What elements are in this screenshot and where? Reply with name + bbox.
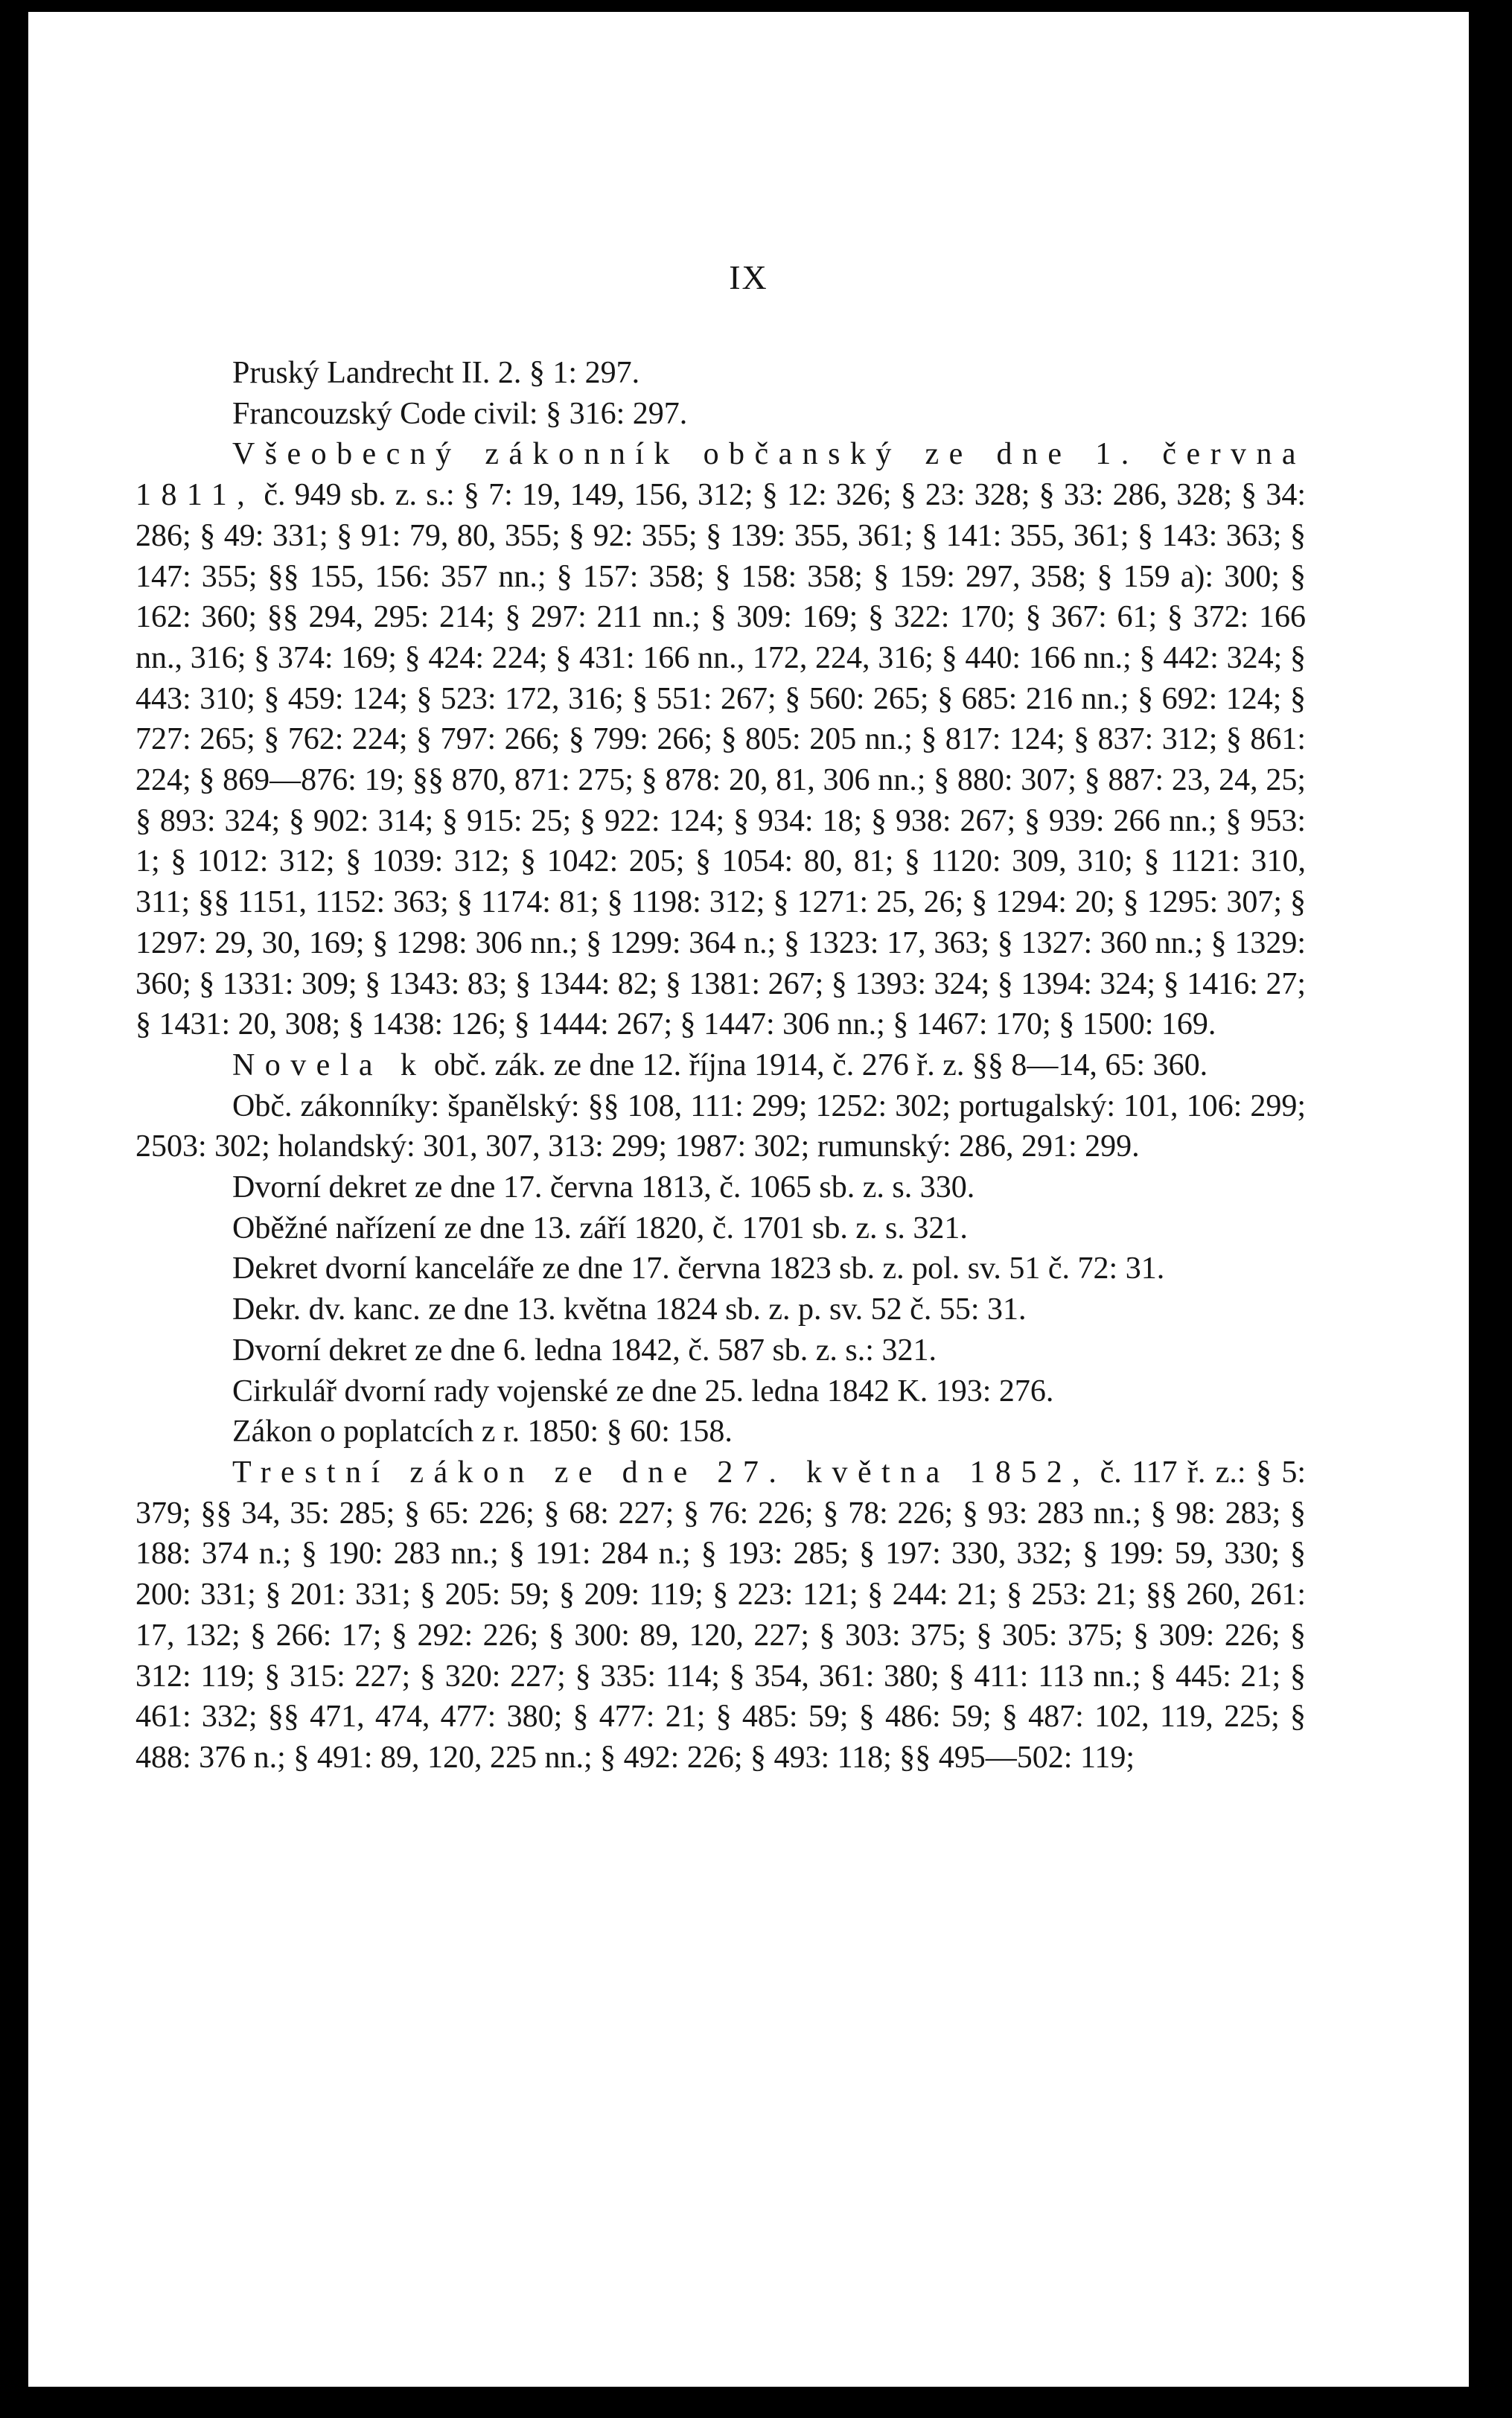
entry-label: Zákon o poplatcích z r. 1850: § 60: 158. [232, 1414, 733, 1449]
entry-label: Obč. zákonníky: španělský: §§ 108, 111: 299; 1252: 302; portugalský: 101, 106: 299; 2503: 302; holandský: 301, 307, 313: 299; 1987: 302; rumunský: 286, 291: 299. [135, 1088, 1306, 1164]
index-entry [135, 1452, 1306, 1779]
entry-label: Dvorní dekret ze dne 6. ledna 1842, č. 587 sb. z. s.: 321. [232, 1333, 937, 1368]
index-entry [135, 1330, 1306, 1371]
index-entry [135, 434, 1306, 1045]
index-entry [135, 1208, 1306, 1249]
index-entry [135, 1045, 1306, 1086]
index-page [28, 12, 1469, 2387]
entry-label: Cirkulář dvorní rady vojenské ze dne 25. ledna 1842 K. 193: 276. [232, 1374, 1054, 1409]
entry-references: č. 949 sb. z. s.: § 7: 19, 149, 156, 312; § 12: 326; § 23: 328; § 33: 286, 328; § 34: 286; § 49: 331; § 91: 79, 80, 355; § 92: 355; § 139: 355, 361; § 141: 355, 361; § 143: 363; § 147: 355; §§ 155, 156: 357 nn.; § 157: 358; § 158: 358; § 159: 297, 358; § 159 a): 300; § 162: 360; §§ 294, 295: 214; § 297: 211 nn.; § 309: 169; § 322: 170; § 367: 61; § 372: 166 nn., 316; § 374: 169; § 424: 224; § 431: 166 nn., 172, 224, 316; § 440: 166 nn.; § 442: 324; § 443: 310; § 459: 124; § 523: 172, 316; § 551: 267; § 560: 265; § 685: 216 nn.; § 692: 124; § 727: 265; § 762: 224; § 797: 266; § 799: 266; § 805: 205 nn.; § 817: 124; § 837: 312; § 861: 224; § 869—876: 19; §§ 870, 871: 275; § 878: 20, 81, 306 nn.; § 880: 307; § 887: 23, 24, 25; § 893: 324; § 902: 314; § 915: 25; § 922: 124; § 934: 18; § 938: 267; § 939: 266 nn.; § 953: 1; § 1012: 312; § 1039: 312; § 1042: 205; § 1054: 80, 81; § 1120: 309, 310; § 1121: 310, 311; §§ 1151, 1152: 363; § 1174: 81; § 1198: 312; § 1271: 25, 26; § 1294: 20; § 1295: 307; § 1297: 29, 30, 169; § 1298: 306 nn.; § 1299: 364 n.; § 1323: 17, 363; § 1327: 360 nn.; § 1329: 360; § 1331: 309; § 1343: 83; § 1344: 82; § 1381: 267; § 1393: 324; § 1394: 324; § 1416: 27; § 1431: 20, 308; § 1438: 126; § 1444: 267; § 1447: 306 nn.; § 1467: 170; § 1500: 169. [135, 478, 1306, 1042]
entry-references: č. 117 ř. z.: § 5: 379; §§ 34, 35: 285; § 65: 226; § 68: 227; § 76: 226; § 78: 226; § 93: 283 nn.; § 98: 283; § 188: 374 n.; § 190: 283 nn.; § 191: 284 n.; § 193: 285; § 197: 330, 332; § 199: 59, 330; § 200: 331; § 201: 331; § 205: 59; § 209: 119; § 223: 121; § 244: 21; § 253: 21; §§ 260, 261: 17, 132; § 266: 17; § 292: 226; § 300: 89, 120, 227; § 303: 375; § 305: 375; § 309: 226; § 312: 119; § 315: 227; § 320: 227; § 335: 114; § 354, 361: 380; § 411: 113 nn.; § 445: 21; § 461: 332; §§ 471, 474, 477: 380; § 477: 21; § 485: 59; § 486: 59; § 487: 102, 119, 225; § 488: 376 n.; § 491: 89, 120, 225 nn.; § 492: 226; § 493: 118; §§ 495—502: 119; [135, 1455, 1306, 1775]
page-number: IX [729, 258, 768, 296]
index-entry [135, 1289, 1306, 1330]
index-entry [135, 1086, 1306, 1167]
entry-label: Francouzský Code civil: § 316: 297. [232, 396, 688, 431]
index-entry [135, 1248, 1306, 1289]
entry-label: Všeobecný zákonník občanský ze dne 1. června 1811, [135, 437, 1306, 513]
entry-label: Trestní zákon ze dne 27. května 1852, [232, 1455, 1091, 1490]
index-entry [135, 1167, 1306, 1208]
index-entries [135, 353, 1306, 1779]
entry-label: Pruský Landrecht II. 2. § 1: 297. [232, 356, 640, 390]
entry-label: Novela k [232, 1047, 427, 1082]
entry-references: obč. zák. ze dne 12. října 1914, č. 276 ř. z. §§ 8—14, 65: 360. [426, 1047, 1208, 1082]
index-entry [135, 394, 1306, 435]
entry-label: Oběžné nařízení ze dne 13. září 1820, č. 1701 sb. z. s. 321. [232, 1210, 968, 1245]
index-entry [135, 1371, 1306, 1412]
entry-label: Dekret dvorní kanceláře ze dne 17. června 1823 sb. z. pol. sv. 51 č. 72: 31. [232, 1251, 1165, 1286]
entry-label: Dvorní dekret ze dne 17. června 1813, č. 1065 sb. z. s. 330. [232, 1170, 975, 1205]
entry-label: Dekr. dv. kanc. ze dne 13. května 1824 sb. z. p. sv. 52 č. 55: 31. [232, 1292, 1027, 1327]
index-entry [135, 353, 1306, 394]
index-entry [135, 1411, 1306, 1452]
